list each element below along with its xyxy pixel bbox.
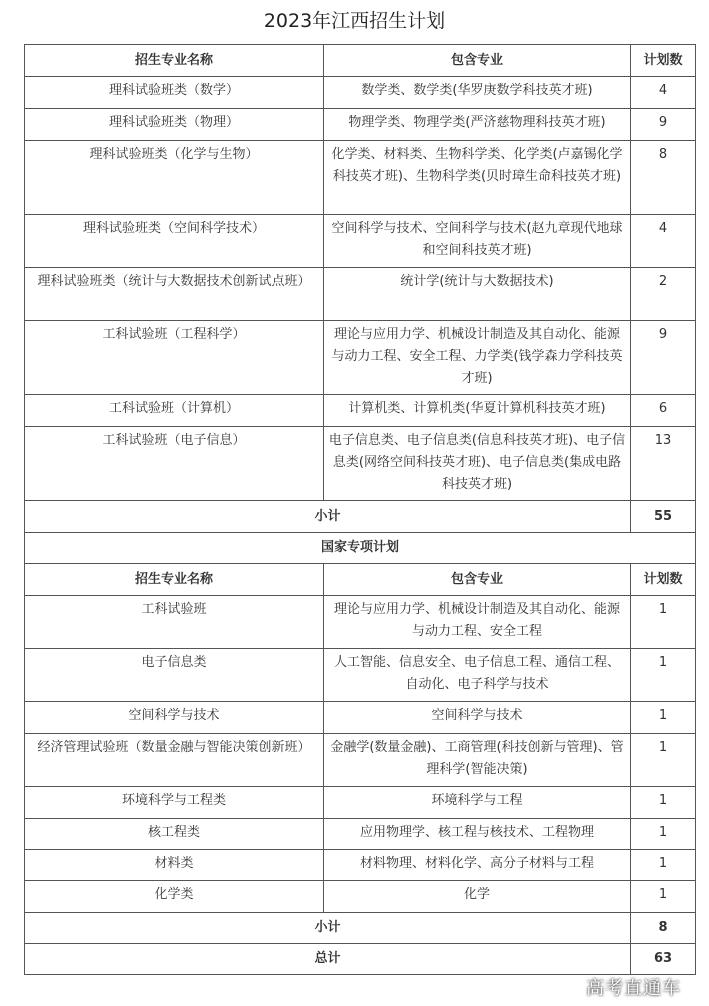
table-row <box>25 702 696 734</box>
plan-count-cell: 13 <box>631 427 696 501</box>
included-majors-cell: 人工智能、信息安全、电子信息工程、通信工程、自动化、电子科学与技术 <box>324 649 631 702</box>
subtotal-row <box>25 501 696 533</box>
subtotal-label: 小计 <box>25 913 631 944</box>
included-majors-cell: 物理学类、物理学类(严济慈物理科技英才班) <box>324 109 631 141</box>
included-majors-cell: 应用物理学、核工程与核技术、工程物理 <box>324 819 631 850</box>
major-name-cell: 核工程类 <box>25 819 324 850</box>
included-majors-cell: 统计学(统计与大数据技术) <box>324 268 631 321</box>
major-name-cell: 理科试验班类（化学与生物） <box>25 141 324 215</box>
plan-count-cell: 4 <box>631 77 696 109</box>
table-row <box>25 427 696 501</box>
page-title: 2023年江西招生计划 <box>263 10 446 32</box>
major-name-cell: 空间科学与技术 <box>25 702 324 734</box>
table-row <box>25 77 696 109</box>
major-name-cell: 材料类 <box>25 850 324 881</box>
total-label: 总计 <box>25 944 631 975</box>
total-value: 63 <box>631 944 696 975</box>
plan-count-cell: 1 <box>631 734 696 787</box>
watermark-text: 高考直通车 <box>586 978 681 999</box>
major-name-cell: 工科试验班（电子信息） <box>25 427 324 501</box>
subtotal-value: 8 <box>631 913 696 944</box>
header-included-majors: 包含专业 <box>324 45 631 77</box>
total-row <box>25 944 696 975</box>
plan-count-cell: 2 <box>631 268 696 321</box>
major-name-cell: 工科试验班 <box>25 596 324 649</box>
header-row <box>25 564 696 596</box>
included-majors-cell: 理论与应用力学、机械设计制造及其自动化、能源与动力工程、安全工程 <box>324 596 631 649</box>
plan-count-cell: 1 <box>631 881 696 913</box>
plan-count-cell: 6 <box>631 395 696 427</box>
table-row <box>25 787 696 819</box>
table-row <box>25 109 696 141</box>
table-row <box>25 819 696 850</box>
plan-count-cell: 1 <box>631 596 696 649</box>
included-majors-cell: 环境科学与工程 <box>324 787 631 819</box>
table-row <box>25 268 696 321</box>
table-row <box>25 596 696 649</box>
included-majors-cell: 理论与应用力学、机械设计制造及其自动化、能源与动力工程、安全工程、力学类(钱学森力学科技英才班) <box>324 321 631 395</box>
plan-count-cell: 9 <box>631 321 696 395</box>
included-majors-cell: 材料物理、材料化学、高分子材料与工程 <box>324 850 631 881</box>
header-plan-count: 计划数 <box>631 564 696 596</box>
major-name-cell: 化学类 <box>25 881 324 913</box>
major-name-cell: 经济管理试验班（数量金融与智能决策创新班） <box>25 734 324 787</box>
major-name-cell: 电子信息类 <box>25 649 324 702</box>
included-majors-cell: 计算机类、计算机类(华夏计算机科技英才班) <box>324 395 631 427</box>
major-name-cell: 理科试验班类（数学） <box>25 77 324 109</box>
header-row <box>25 45 696 77</box>
included-majors-cell: 电子信息类、电子信息类(信息科技英才班)、电子信息类(网络空间科技英才班)、电子信息类(集成电路科技英才班) <box>324 427 631 501</box>
plan-count-cell: 1 <box>631 649 696 702</box>
plan-count-cell: 9 <box>631 109 696 141</box>
included-majors-cell: 化学类、材料类、生物科学类、化学类(卢嘉锡化学科技英才班)、生物科学类(贝时璋生命科技英才班) <box>324 141 631 215</box>
subtotal-label: 小计 <box>25 501 631 533</box>
major-name-cell: 工科试验班（工程科学） <box>25 321 324 395</box>
table-row <box>25 881 696 913</box>
major-name-cell: 环境科学与工程类 <box>25 787 324 819</box>
plan-count-cell: 4 <box>631 215 696 268</box>
table-row <box>25 141 696 215</box>
included-majors-cell: 化学 <box>324 881 631 913</box>
plan-count-cell: 1 <box>631 819 696 850</box>
section-title: 国家专项计划 <box>25 533 696 564</box>
enrollment-plan-table <box>24 44 696 975</box>
included-majors-cell: 金融学(数量金融)、工商管理(科技创新与管理)、管理科学(智能决策) <box>324 734 631 787</box>
table-row <box>25 395 696 427</box>
major-name-cell: 工科试验班（计算机） <box>25 395 324 427</box>
included-majors-cell: 空间科学与技术 <box>324 702 631 734</box>
table-row <box>25 850 696 881</box>
header-major-name: 招生专业名称 <box>25 564 324 596</box>
table-row <box>25 215 696 268</box>
included-majors-cell: 数学类、数学类(华罗庚数学科技英才班) <box>324 77 631 109</box>
header-plan-count: 计划数 <box>631 45 696 77</box>
header-included-majors: 包含专业 <box>324 564 631 596</box>
major-name-cell: 理科试验班类（空间科学技术） <box>25 215 324 268</box>
plan-count-cell: 1 <box>631 702 696 734</box>
plan-count-cell: 1 <box>631 787 696 819</box>
section-title-row <box>25 533 696 564</box>
subtotal-row <box>25 913 696 944</box>
plan-count-cell: 1 <box>631 850 696 881</box>
major-name-cell: 理科试验班类（统计与大数据技术创新试点班） <box>25 268 324 321</box>
included-majors-cell: 空间科学与技术、空间科学与技术(赵九章现代地球和空间科技英才班) <box>324 215 631 268</box>
table-row <box>25 321 696 395</box>
header-major-name: 招生专业名称 <box>25 45 324 77</box>
plan-count-cell: 8 <box>631 141 696 215</box>
major-name-cell: 理科试验班类（物理） <box>25 109 324 141</box>
subtotal-value: 55 <box>631 501 696 533</box>
table-row <box>25 649 696 702</box>
table-row <box>25 734 696 787</box>
